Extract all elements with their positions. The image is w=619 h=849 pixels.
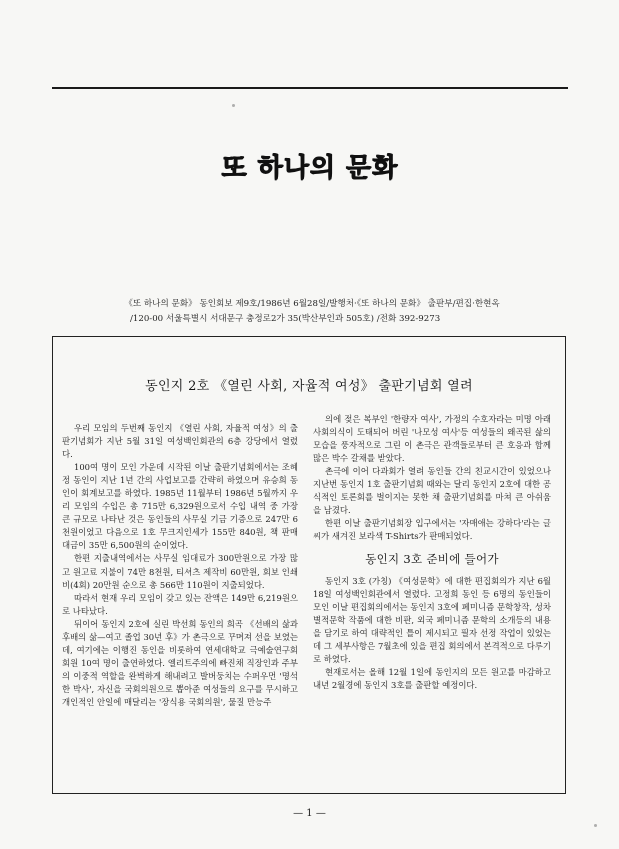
article-headline: 동인지 2호 《열린 사회, 자율적 여성》 출판기념회 열려 [145,379,473,394]
paragraph: 의에 젖은 복부인 '한량자 여사', 가정의 수호자라는 미명 아래 사회의식이 도태되어 버린 '나모성 여사'등 여성들의 왜곡된 삶의 모습을 풍자적으로 그린 이 촌극은 관객들로부터 큰 호응과 함께 많은 박수 갈채를 받았다. [313,414,551,464]
paragraph: 한편 지출내역에서는 사무실 임대료가 300만원으로 가장 많고 원고료 지불이 74만 8천원, 티셔츠 제작비 60만원, 회보 인쇄비(4회) 20만원 순으로 총 566만 110원이 지출되었다. [62,553,298,590]
paragraph: 우리 모임의 두번째 동인지 《열린 사회, 자율적 여성》의 출판기념회가 지난 5월 31일 여성백인회관의 6층 강당에서 열렸다. [62,423,298,460]
paragraph: 뒤이어 동인지 2호에 실린 박선희 동인의 희곡 《선배의 삶과 후배의 삶—여고 졸업 30년 후》가 촌극으로 꾸며져 선을 보였는데, 여기에는 이행진 동인을 비롯하여 연세대학교 극예술연구회 회원 10여 명이 출연하였다. 엘리트주의에 빠진채 직장인과 주부의 이중적 역할을 완벽하게 해내려고 발버둥치는 수퍼우먼 '명석한 박사', 자신을 국회의원으로 뽑아준 여성들의 요구를 무시하고 개인적인 안일에 매달리는 '장식용 국회의원', 물질 만능주 [62,618,298,707]
scan-speck [232,104,235,107]
scan-speck [594,824,597,827]
paragraph: 한편 이날 출판기념회장 입구에서는 '자매애는 강하다'라는 글씨가 새겨진 보라색 T-Shirts가 판매되었다. [313,518,551,542]
paragraph: 현재로서는 올해 12월 1일에 동인지의 모든 원고를 마감하고 내년 2월경에 동인지 3호를 출판할 예정이다. [313,666,551,690]
article-column-left [62,422,298,709]
masthead-title: 또 하나의 문화 [221,153,398,183]
top-rule [52,87,568,89]
publication-info-line-1: 《또 하나의 문화》 동인회보 제9호/1986년 6월28일/발행처·《또 하나의 문화》 출판부/편집·한현옥 [124,299,500,309]
paragraph: 100여 명이 모인 가운데 시작된 이날 출판기념회에서는 조혜정 동인이 지난 1년 간의 사업보고를 간략히 하였으며 유승희 동인이 회계보고를 하였다. 1985년 11월부터 1986년 5월까지 우리 모임의 수입은 총 715만 6,329원으로서 수입 내역 중 가장 큰 규모로 나타난 것은 동인들의 사무실 기금 기증으로 247만 6천원이었고 다음으로 1호 무크지인세가 155만 840원, 책 판매대금이 35만 6,500원의 순이었다. [62,462,298,551]
section-subheading: 동인지 3호 준비에 들어가 [365,552,499,567]
page-number: — 1 — [293,808,326,819]
paragraph: 따라서 현재 우리 모임이 갖고 있는 잔액은 149만 6,219원으로 나타났다. [62,592,298,616]
article-column-right [313,413,551,692]
publication-info [72,297,552,327]
article-box [52,336,566,794]
paragraph: 촌극에 이어 다과회가 열려 동인들 간의 친교시간이 있었으나 지난번 동인지 1호 출판기념회 때와는 달리 동인지 2호에 대한 공식적인 토론회를 벌이지는 못한 채 출판기념회를 마쳐 큰 아쉬움을 남겼다. [313,466,551,516]
publication-info-line-2: /120-00 서울특별시 서대문구 충정로2가 35(박산부인과 505호) /전화 392-9273 [130,314,441,324]
paragraph: 동인지 3호 (가칭) 《여성문학》에 대한 편집회의가 지난 6월 18일 여성백인회관에서 열렸다. 고정희 동인 등 6명의 동인들이 모인 이날 편집회의에서는 동인지 3호에 페미니즘 문학창작, 성차별적문학 작품에 대한 비판, 외국 페미니즘 문학의 소개등의 내용을 담기로 하여 대략적인 틀이 제시되고 필자 선정 작업이 있었는데 그 세부사항은 7월초에 있을 편집 회의에서 본격적으로 다루기로 하였다. [313,575,551,664]
